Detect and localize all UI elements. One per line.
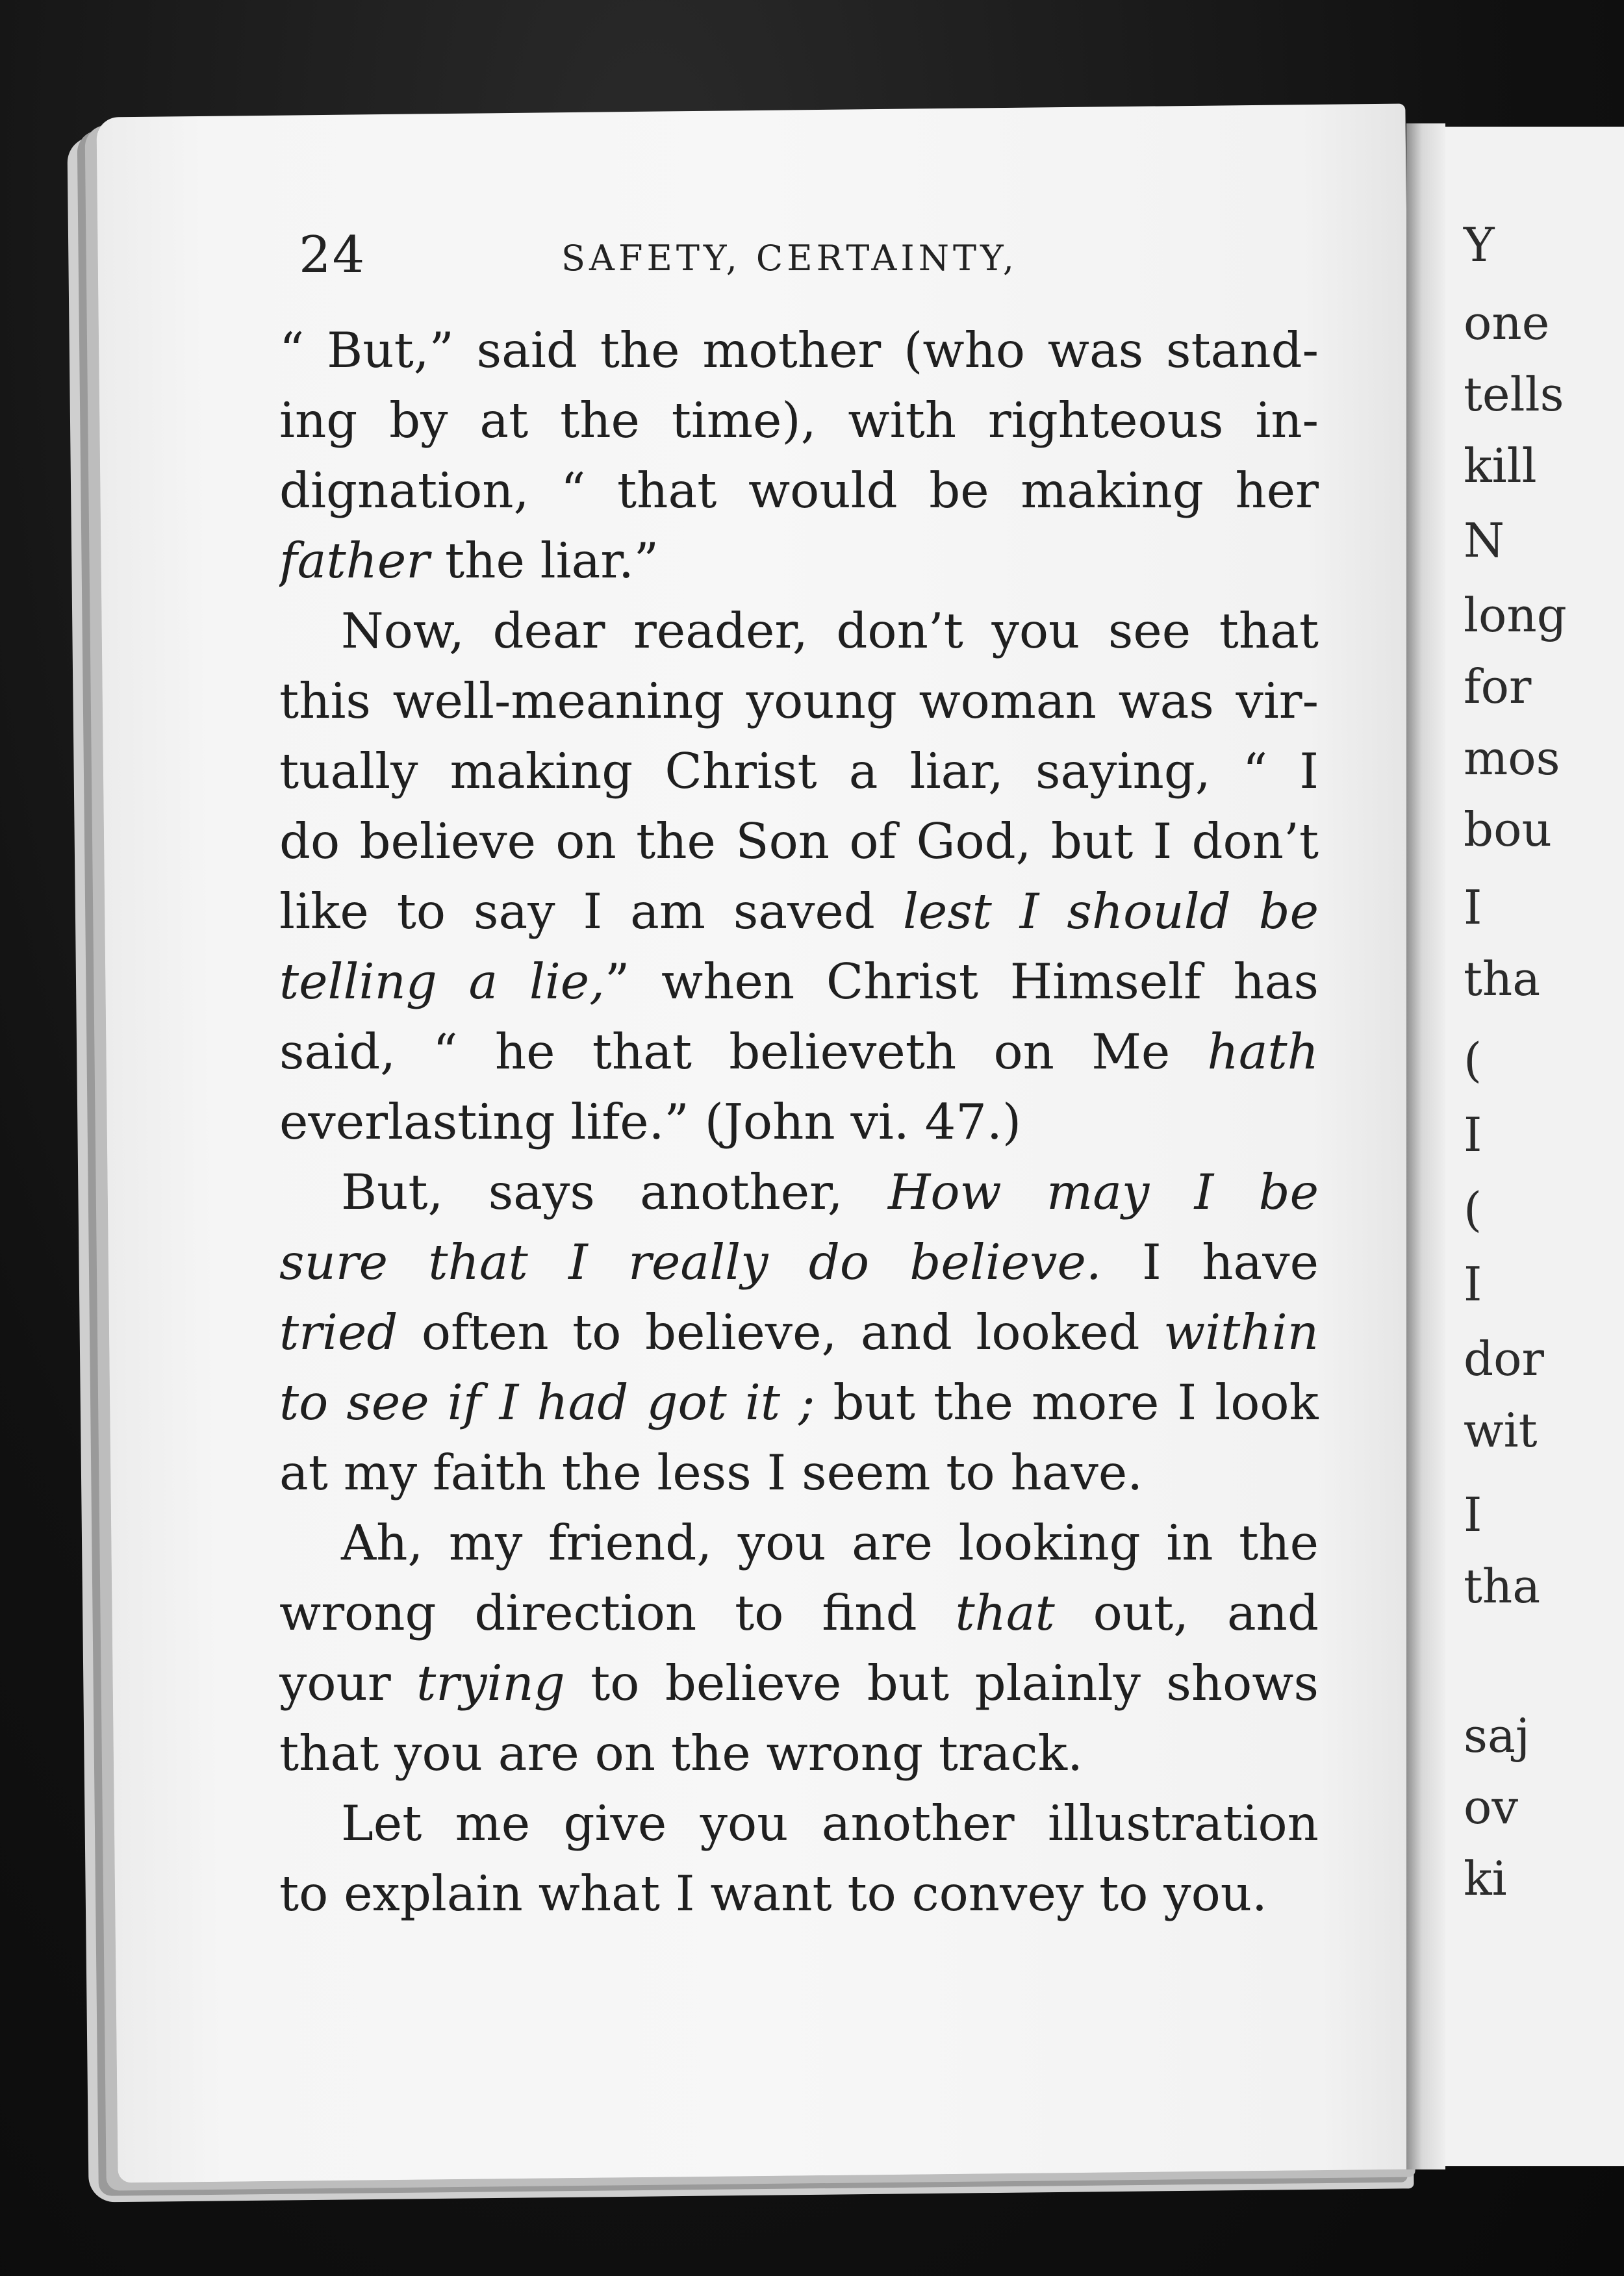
roman-text: said, “ he that believeth on Me [279, 1023, 1208, 1080]
roman-text: that you are on the wrong track. [279, 1725, 1083, 1782]
roman-text: like to say I am saved [279, 883, 903, 940]
facing-page-fragment: tha [1464, 1559, 1541, 1613]
text-line [279, 315, 1319, 385]
facing-page-fragment: dor [1464, 1332, 1544, 1386]
roman-text: tually making Christ a liar, saying, “ I [279, 742, 1319, 800]
facing-page-fragment: I [1464, 1107, 1482, 1162]
italic-text: lest I should be [902, 883, 1319, 940]
text-line [279, 946, 1319, 1017]
text-line [279, 806, 1319, 876]
paragraph [279, 1788, 1319, 1928]
running-head: SAFETY, CERTAINTY, [561, 238, 1018, 279]
facing-page-fragment: kill [1464, 438, 1537, 493]
text-line [279, 1087, 1319, 1157]
facing-page-fragment: for [1464, 659, 1532, 714]
roman-text: But, says another, [341, 1163, 888, 1220]
facing-page-fragment: bou [1464, 802, 1552, 857]
text-line [279, 1017, 1319, 1087]
text-line [279, 1227, 1319, 1297]
roman-text: dignation, “ that would be making her [279, 462, 1319, 519]
roman-text: at my faith the less I seem to have. [279, 1444, 1143, 1501]
body-text [279, 315, 1319, 1928]
roman-text: but the more I look [815, 1374, 1319, 1431]
text-line [279, 596, 1319, 666]
facing-page-fragment: wit [1464, 1403, 1538, 1458]
text-line [279, 1648, 1319, 1718]
roman-text: to explain what I want to convey to you. [279, 1865, 1267, 1922]
page-header [299, 226, 1338, 297]
text-line [279, 1718, 1319, 1788]
roman-text: this well-meaning young woman was vir- [279, 672, 1319, 729]
roman-text: Let me give you another illustration [341, 1795, 1319, 1852]
text-line [279, 1508, 1319, 1578]
italic-text: father [279, 532, 430, 589]
roman-text: do believe on the Son of God, but I don’t [279, 813, 1319, 870]
facing-page-fragment: Y [1464, 218, 1495, 272]
roman-text: Ah, my friend, you are looking in the [341, 1514, 1319, 1571]
facing-page-fragment: I [1464, 1487, 1482, 1542]
facing-page-fragment: ki [1464, 1851, 1507, 1906]
roman-text: ing by at the time), with righteous in- [279, 392, 1319, 449]
roman-text: everlasting life.” (John vi. 47.) [279, 1093, 1022, 1150]
italic-text: that [955, 1584, 1055, 1641]
text-line [279, 1367, 1319, 1437]
text-line [279, 1788, 1319, 1858]
italic-text: trying [416, 1654, 565, 1712]
facing-page-fragment: long [1464, 588, 1567, 642]
italic-text: How may I be [887, 1163, 1319, 1220]
text-line [279, 1297, 1319, 1367]
facing-page-fragment: N [1464, 513, 1504, 568]
facing-page [1445, 127, 1624, 2166]
paragraph [279, 596, 1319, 1157]
roman-text: I have [1101, 1233, 1319, 1291]
italic-text: telling a lie, [279, 953, 605, 1010]
paragraph [279, 1157, 1319, 1508]
text-line [279, 455, 1319, 525]
italic-text: tried [279, 1304, 398, 1361]
roman-text: “ But,” said the mother (who was stand- [279, 322, 1319, 379]
page-number: 24 [299, 226, 366, 284]
facing-page-fragment: one [1464, 296, 1550, 350]
facing-page-fragment: ( [1464, 1182, 1482, 1237]
italic-text: sure that I really do believe. [279, 1233, 1102, 1291]
text-line [279, 1157, 1319, 1227]
roman-text: your [279, 1654, 417, 1712]
roman-text: wrong direction to find [279, 1584, 956, 1641]
book-gutter [1406, 123, 1445, 2169]
facing-page-fragment: ov [1464, 1780, 1519, 1834]
roman-text: out, and [1054, 1584, 1319, 1641]
facing-page-fragment: tha [1464, 952, 1541, 1006]
paragraph [279, 1508, 1319, 1788]
italic-text: to see if I had got it ; [279, 1374, 815, 1431]
text-line [279, 1858, 1319, 1928]
roman-text: Now, dear reader, don’t you see that [341, 602, 1319, 659]
text-line [279, 666, 1319, 736]
italic-text: hath [1207, 1023, 1319, 1080]
facing-page-fragment: I [1464, 1257, 1482, 1311]
text-line [279, 1578, 1319, 1648]
roman-text: to believe but plainly shows [565, 1654, 1319, 1712]
facing-page-fragment: mos [1464, 731, 1560, 785]
text-line [279, 1437, 1319, 1508]
text-line [279, 385, 1319, 455]
facing-page-fragment: ( [1464, 1033, 1482, 1087]
facing-page-fragment: tells [1464, 367, 1564, 422]
facing-page-fragment: I [1464, 880, 1482, 935]
text-line [279, 736, 1319, 806]
paragraph [279, 315, 1319, 596]
facing-page-fragment: saj [1464, 1708, 1530, 1763]
roman-text: ” when Christ Himself has [605, 953, 1319, 1010]
text-line [279, 525, 1319, 596]
text-line [279, 876, 1319, 946]
roman-text: the liar.” [429, 532, 659, 589]
italic-text: within [1163, 1304, 1319, 1361]
roman-text: often to believe, and looked [398, 1304, 1164, 1361]
